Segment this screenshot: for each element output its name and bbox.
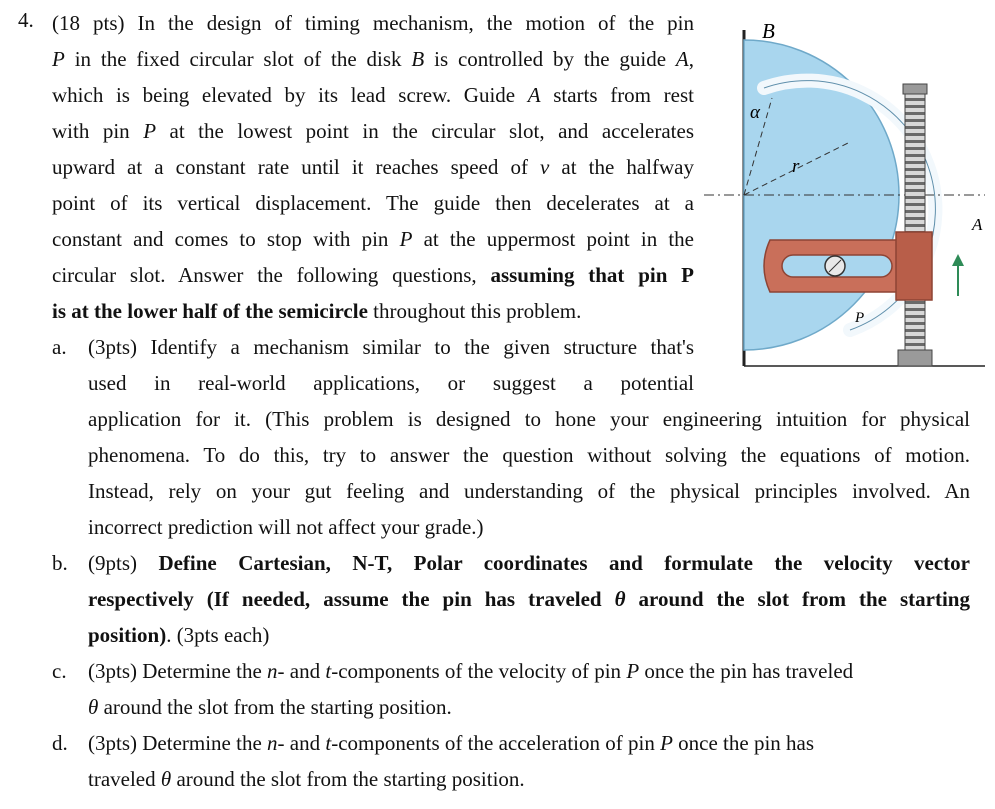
intro-line-5 xyxy=(52,149,694,185)
screw-top xyxy=(903,84,927,94)
intro-text: with pin xyxy=(52,119,144,143)
intro-text: circular slot. Answer the following questions, xyxy=(52,263,491,287)
intro-text: constant and comes to stop with pin xyxy=(52,227,400,251)
intro-line-1 xyxy=(52,5,694,41)
part-a-line-3: application for it. (This problem is designed to hone your engineering intuition for physical xyxy=(88,407,970,431)
intro-line-6 xyxy=(52,185,694,221)
intro-text: at the halfway xyxy=(549,155,694,179)
intro-line-8 xyxy=(52,257,694,293)
var-theta: θ xyxy=(160,767,172,791)
var-t: t xyxy=(325,731,332,755)
part-c-text: (3pts) Determine the xyxy=(88,659,268,683)
var-P: P xyxy=(52,47,65,71)
part-b-marker: b. xyxy=(52,551,68,575)
intro-text: , xyxy=(688,47,694,71)
lead-screw xyxy=(905,92,925,350)
part-b-line-1 xyxy=(88,545,970,581)
var-A: A xyxy=(527,83,541,107)
mechanism-figure xyxy=(700,0,990,390)
problem-number: 4. xyxy=(18,8,34,32)
var-t: t xyxy=(325,659,332,683)
label-a: A xyxy=(972,215,983,234)
part-b-text: (9pts) xyxy=(88,551,159,575)
var-n: n xyxy=(267,731,278,755)
part-b-bold: respectively (If needed, assume the pin has traveled xyxy=(88,587,615,611)
var-P: P xyxy=(626,659,640,683)
part-c-text: once the pin has traveled xyxy=(639,659,854,683)
part-d-text: once the pin has xyxy=(672,731,815,755)
var-P: P xyxy=(660,731,673,755)
part-a-line-2: used in real-world applications, or suggest a potential xyxy=(88,371,694,395)
intro-line-2 xyxy=(52,41,694,77)
part-d-line-2 xyxy=(88,761,970,797)
part-b-text: . (3pts each) xyxy=(166,623,270,647)
guide-collar xyxy=(896,232,932,300)
part-a-marker: a. xyxy=(52,335,67,359)
part-b-line-3 xyxy=(88,617,970,653)
part-a-line-6: incorrect prediction will not affect your grade.) xyxy=(88,515,484,539)
part-b-bold: position) xyxy=(88,623,167,647)
intro-line-4 xyxy=(52,113,694,149)
part-a-line-5: Instead, rely on your gut feeling and understanding of the physical principles involved. An xyxy=(88,479,970,503)
part-d-text: - and xyxy=(277,731,326,755)
var-P: P xyxy=(143,119,157,143)
label-alpha: α xyxy=(750,102,760,123)
part-c-line-1 xyxy=(88,653,970,689)
part-c-text: around the slot from the starting position. xyxy=(98,695,452,719)
intro-text: in the fixed circular slot of the disk xyxy=(64,47,412,71)
part-d-marker: d. xyxy=(52,731,68,755)
var-n: n xyxy=(267,659,278,683)
intro-text: is controlled by the guide xyxy=(424,47,676,71)
part-c-line-2 xyxy=(88,689,970,725)
part-c-marker: c. xyxy=(52,659,67,683)
part-d-text: around the slot from the starting position. xyxy=(171,767,525,791)
part-c-text: - and xyxy=(277,659,326,683)
var-theta: θ xyxy=(614,587,626,611)
part-d-line-1 xyxy=(88,725,970,761)
arrow-up-icon xyxy=(952,254,964,266)
part-c-text: -components of the velocity of pin xyxy=(331,659,627,683)
var-A: A xyxy=(675,47,689,71)
var-P: P xyxy=(399,227,413,251)
label-p: P xyxy=(855,310,865,326)
part-b-bold: Define Cartesian, N-T, Polar coordinates and formulate the velocity vector xyxy=(158,551,970,575)
intro-text: (18 pts) In the design of timing mechanism, the motion of the pin xyxy=(52,11,694,35)
part-d-text: (3pts) Determine the xyxy=(88,731,268,755)
intro-line-7 xyxy=(52,221,694,257)
part-b-bold: around the slot from the starting xyxy=(625,587,970,611)
intro-text: upward at a constant rate until it reaches speed of xyxy=(52,155,541,179)
screw-base xyxy=(898,350,932,366)
label-r: r xyxy=(792,156,800,177)
label-b: B xyxy=(762,19,775,43)
intro-line-9 xyxy=(52,293,694,329)
part-a-line-1: (3pts) Identify a mechanism similar to the given structure that's xyxy=(88,335,694,359)
intro-text: at the uppermost point in the xyxy=(412,227,695,251)
part-d-text: -components of the acceleration of pin xyxy=(331,731,661,755)
assumption-bold: is at the lower half of the semicircle xyxy=(52,299,368,323)
intro-text: which is being elevated by its lead screw. Guide xyxy=(52,83,528,107)
intro-text: point of its vertical displacement. The guide then decelerates at a xyxy=(52,191,694,215)
part-b-line-2 xyxy=(88,581,970,617)
var-v: v xyxy=(540,155,550,179)
intro-text: throughout this problem. xyxy=(367,299,582,323)
intro-line-3 xyxy=(52,77,694,113)
intro-text: starts from rest xyxy=(540,83,694,107)
part-d-text: traveled xyxy=(88,767,161,791)
assumption-bold: assuming that pin P xyxy=(490,263,694,287)
intro-text: at the lowest point in the circular slot, and accelerates xyxy=(156,119,694,143)
part-a-line-4: phenomena. To do this, try to answer the question without solving the equations of motion. xyxy=(88,443,970,467)
var-B: B xyxy=(411,47,425,71)
var-theta: θ xyxy=(88,695,99,719)
